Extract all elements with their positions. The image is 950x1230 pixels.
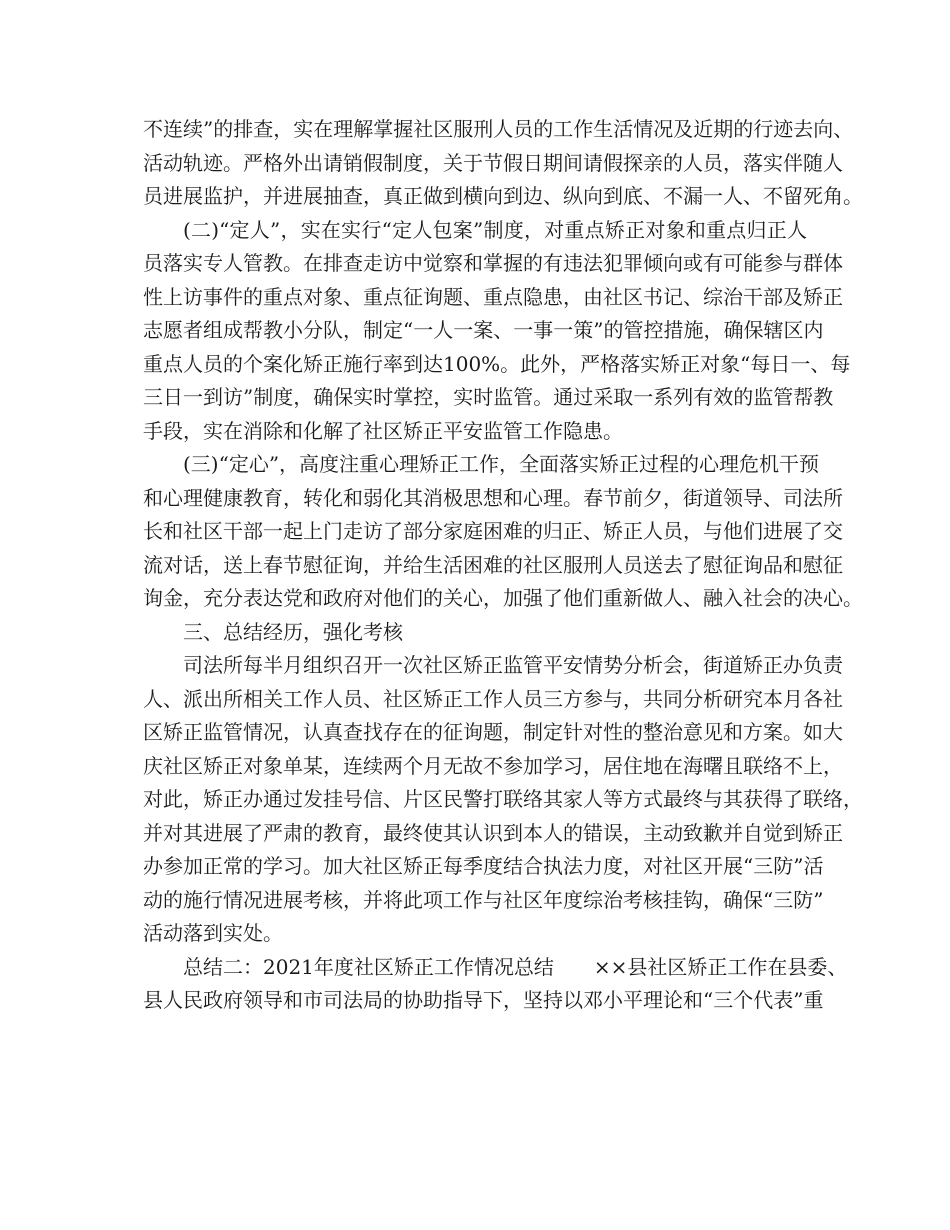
text-line: 三、总结经历，强化考核 <box>183 619 403 644</box>
text-line: (二)“定人”，实在实行“定人包案”制度，对重点矫正对象和重点归正人 <box>183 217 807 242</box>
text-line: 并对其进展了严肃的教育，最终使其认识到本人的错误，主动致歉并自觉到矫正 <box>143 820 843 845</box>
text-line: 员落实专人管教。在排查走访中觉察和掌握的有违法犯罪倾向或有可能参与群体 <box>143 251 843 275</box>
text-line: 重点人员的个案化矫正施行率到达100%。此外，严格落实矫正对象“每日一、每 <box>143 351 851 376</box>
text-line: 人、派出所相关工作人员、社区矫正工作人员三方参与，共同分析研究本月各社 <box>143 686 843 711</box>
text-line: 长和社区干部一起上门走访了部分家庭困难的归正、矫正人员，与他们进展了交 <box>143 519 843 543</box>
text-line: 总结二：2021年度社区矫正工作情况总结 ××县社区矫正工作在县委、 <box>183 954 848 979</box>
text-line: 动的施行情况进展考核，并将此项工作与社区年度综治考核挂钩，确保“三防” <box>143 887 824 912</box>
text-line: 活动落到实处。 <box>143 921 283 945</box>
text-line: 不连续”的排查，实在理解掌握社区服刑人员的工作生活情况及近期的行迹去向、 <box>143 117 854 141</box>
text-line: 庆社区矫正对象单某，连续两个月无故不参加学习，居住地在海曙且联络不上， <box>143 753 843 778</box>
document-body <box>143 113 863 1018</box>
text-line: 对此，矫正办通过发挂号信、片区民警打联络其家人等方式最终与其获得了联络， <box>143 787 863 811</box>
text-line: (三)“定心”，高度注重心理矫正工作，全面落实矫正过程的心理危机干预 <box>183 452 820 476</box>
text-line: 志愿者组成帮教小分队，制定“一人一案、一事一策”的管控措施，确保辖区内 <box>143 318 824 342</box>
text-line: 员进展监护，并进展抽查，真正做到横向到边、纵向到底、不漏一人、不留死角。 <box>143 184 863 208</box>
text-line: 办参加正常的学习。加大社区矫正每季度结合执法力度，对社区开展“三防”活 <box>143 854 824 878</box>
text-line: 询金，充分表达党和政府对他们的关心，加强了他们重新做人、融入社会的决心。 <box>143 586 863 610</box>
text-line: 手段，实在消除和化解了社区矫正平安监管工作隐患。 <box>143 418 623 443</box>
text-line: 三日一到访”制度，确保实时掌控，实时监管。通过采取一系列有效的监管帮教 <box>143 385 834 409</box>
text-line: 活动轨迹。严格外出请销假制度，关于节假日期间请假探亲的人员，落实伴随人 <box>143 150 843 175</box>
text-line: 和心理健康教育，转化和弱化其消极思想和心理。春节前夕，街道领导、司法所 <box>143 485 843 510</box>
text-line: 流对话，送上春节慰征询，并给生活困难的社区服刑人员送去了慰征询品和慰征 <box>143 552 843 577</box>
text-line: 司法所每半月组织召开一次社区矫正监管平安情势分析会，街道矫正办负责 <box>183 653 843 677</box>
text-line: 区矫正监管情况，认真查找存在的征询题，制定针对性的整治意见和方案。如大 <box>143 720 843 744</box>
text-line: 性上访事件的重点对象、重点征询题、重点隐患，由社区书记、综治干部及矫正 <box>143 284 843 309</box>
text-line: 县人民政府领导和市司法局的协助指导下，坚持以邓小平理论和“三个代表”重 <box>143 988 824 1012</box>
